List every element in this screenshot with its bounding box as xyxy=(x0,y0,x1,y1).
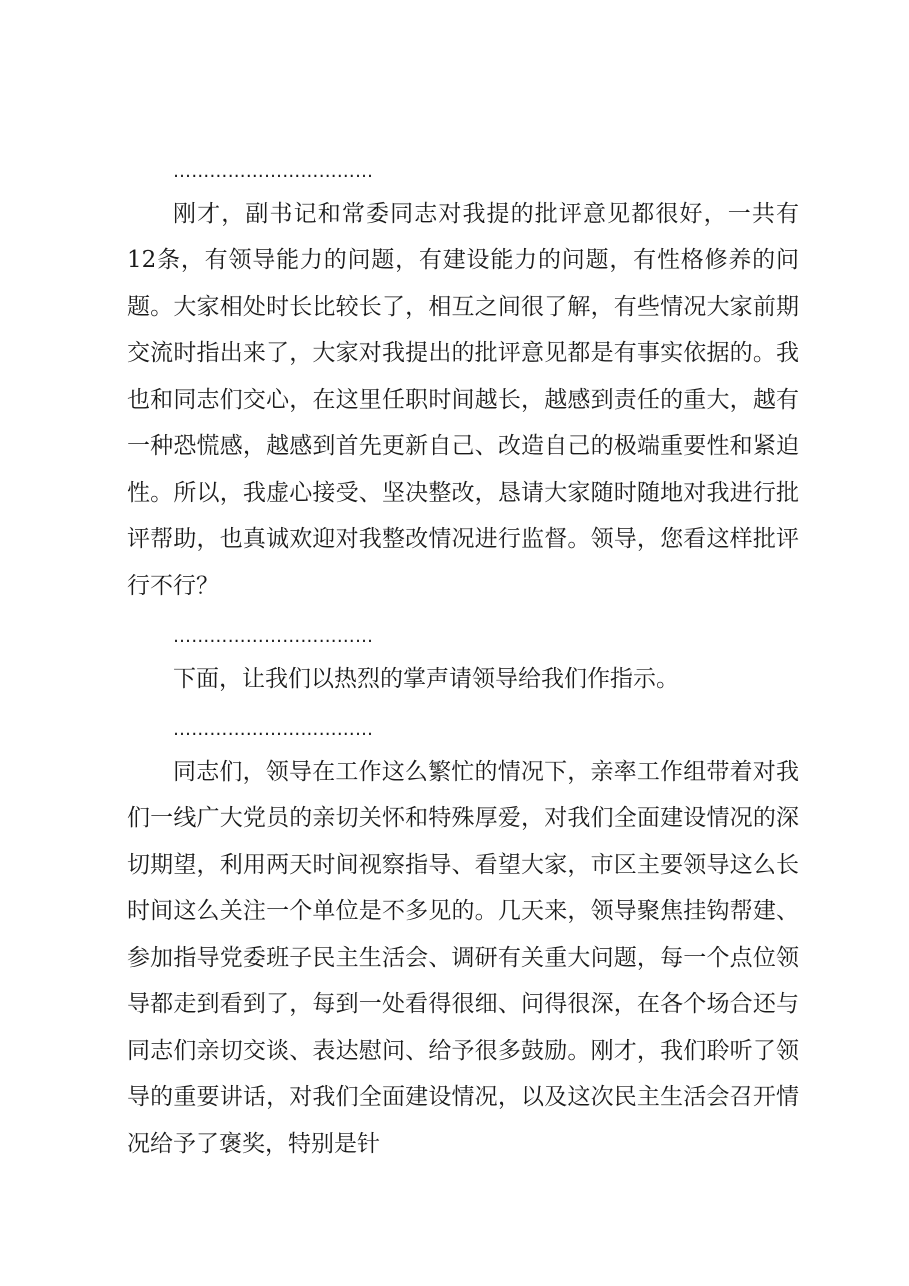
ellipsis-separator: …………………………… xyxy=(173,626,374,647)
paragraph-closing-remarks: 同志们，领导在工作这么繁忙的情况下，亲率工作组带着对我们一线广大党员的亲切关怀和特殊厚爱，对我们全面建设情况的深切期望，利用两天时间视察指导、看望大家，市区主要领导这么长时间这么关注一个单位是不多见的。几天来，领导聚焦挂钩帮建、参加指导党委班子民主生活会、调研有关重大问题，每一个点位领导都走到看到了，每到一处看得很细、问得很深，在各个场合还与同志们亲切交谈、表达慰问、给予很多鼓励。刚才，我们聆听了领导的重要讲话，对我们全面建设情况，以及这次民主生活会召开情况给予了褒奖，特别是针 xyxy=(127,758,799,1157)
paragraph-invite-instructions: 下面，让我们以热烈的掌声请领导给我们作指示。 xyxy=(173,665,679,692)
document-body xyxy=(127,144,799,1167)
paragraph-criticism-response: 刚才，副书记和常委同志对我提的批评意见都很好，一共有12条，有领导能力的问题，有建设能力的问题，有性格修养的问题。大家相处时长比较长了，相互之间很了解，有些情况大家前期交流时指出来了，大家对我提出的批评意见都是有事实依据的。我也和同志们交心，在这里任职时间越长，越感到责任的重大，越有一种恐慌感，越感到首先更新自己、改造自己的极端重要性和紧迫性。所以，我虚心接受、坚决整改，恳请大家随时随地对我进行批评帮助，也真诚欢迎对我整改情况进行监督。领导，您看这样批评行不行？ xyxy=(127,200,799,599)
ellipsis-separator: …………………………… xyxy=(173,719,374,740)
ellipsis-separator: …………………………… xyxy=(173,161,374,182)
